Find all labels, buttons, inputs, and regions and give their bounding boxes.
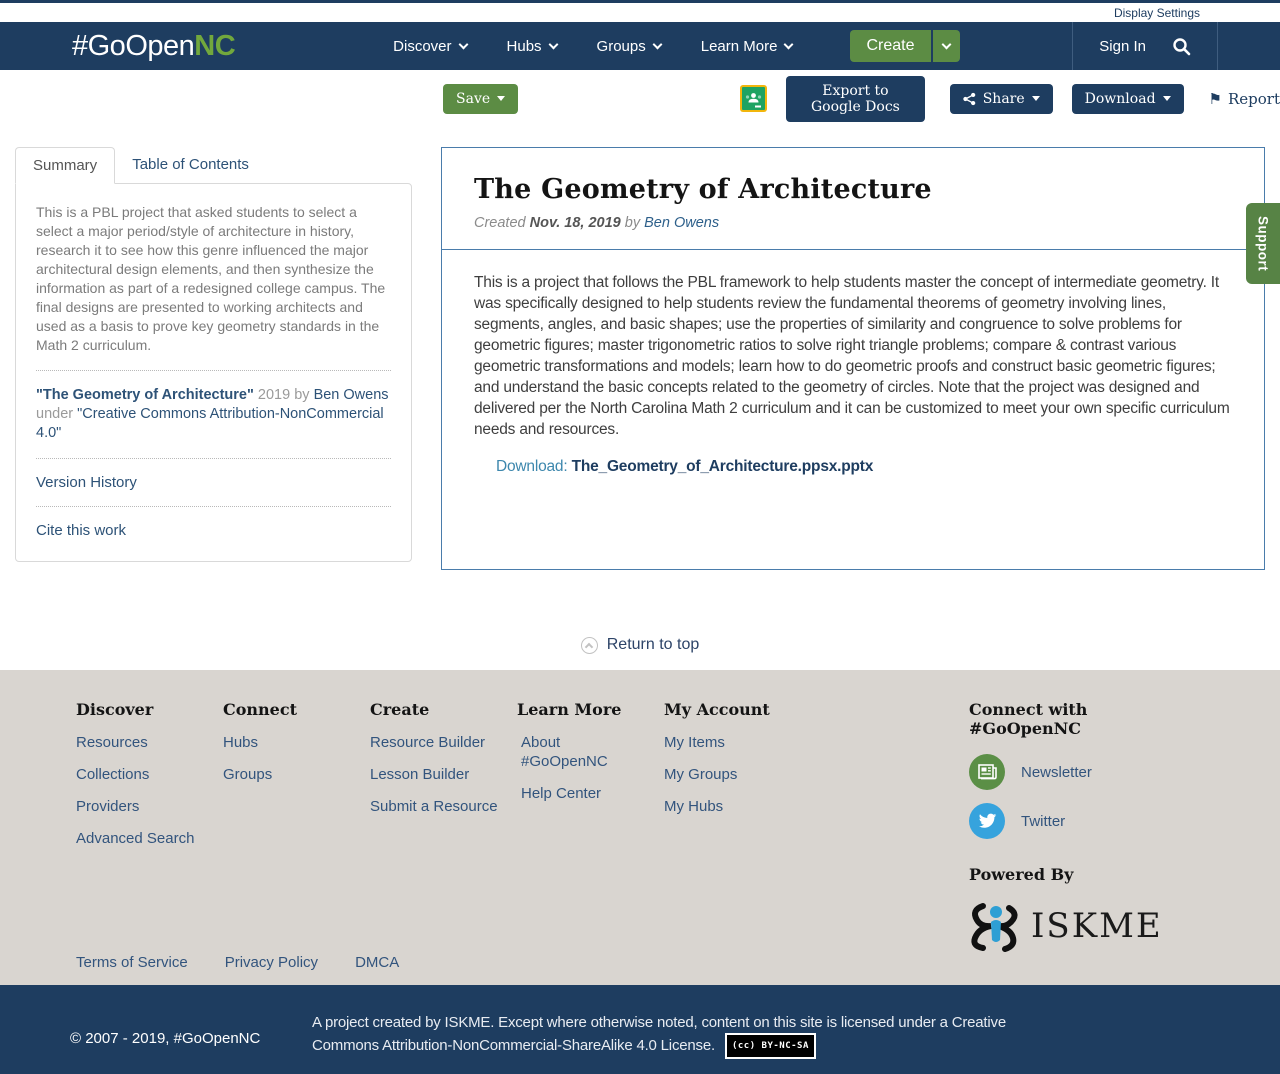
footer-link-about[interactable]: About #GoOpenNC — [521, 734, 608, 770]
footer-link-hubs[interactable]: Hubs — [223, 734, 259, 751]
version-history-link[interactable]: Version History — [36, 474, 137, 491]
resource-body — [442, 250, 1264, 516]
export-google-docs-button[interactable] — [786, 76, 925, 122]
nav-menu-hubs[interactable] — [507, 38, 557, 55]
sidebar-tabs — [15, 147, 412, 183]
tab-summary[interactable]: Summary — [15, 147, 115, 184]
footer-connect-block — [969, 700, 1204, 952]
powered-by-heading: Powered By — [969, 865, 1074, 884]
chevron-down-icon — [548, 39, 558, 49]
attribution-author-link[interactable]: Ben Owens — [313, 387, 389, 403]
created-label: Created — [474, 215, 526, 231]
report-button[interactable] — [1209, 90, 1280, 108]
footer-legal-links — [76, 954, 1204, 971]
caret-down-icon — [1032, 96, 1040, 101]
download-link-label[interactable]: Download: — [496, 458, 568, 475]
newsletter-link[interactable] — [969, 754, 1204, 790]
chevron-down-icon — [652, 39, 662, 49]
bottom-bar — [0, 985, 1280, 1074]
google-classroom-icon — [742, 87, 765, 110]
twitter-label: Twitter — [1021, 812, 1066, 830]
summary-card — [15, 183, 412, 562]
nav-menu-label: Hubs — [506, 37, 542, 55]
create-button[interactable]: Create — [850, 30, 930, 62]
footer-link-my-items[interactable]: My Items — [664, 734, 725, 751]
footer-link-my-hubs[interactable]: My Hubs — [664, 798, 724, 815]
footer-column-discover — [76, 700, 223, 861]
license-text-block — [312, 1013, 1072, 1059]
nav-menu-groups[interactable] — [597, 38, 661, 55]
iskme-logo[interactable] — [969, 900, 1204, 952]
nav-menus — [393, 38, 792, 55]
nav-menu-label: Discover — [393, 37, 452, 55]
footer-link-resource-builder[interactable]: Resource Builder — [370, 734, 486, 751]
tab-table-of-contents[interactable]: Table of Contents — [132, 156, 249, 173]
caret-down-icon — [497, 96, 505, 101]
create-button-group — [850, 30, 959, 62]
license-text: A project created by ISKME. Except where otherwise noted, content on this site is licensed under a Creative Commons Attribution-NonCommercial-ShareAlike 4.0 License. — [312, 1013, 1006, 1054]
divider — [36, 458, 391, 459]
return-to-top-label: Return to top — [606, 636, 700, 653]
search-icon — [1172, 37, 1191, 56]
report-label: Report — [1227, 89, 1280, 108]
display-settings-link[interactable]: Display Settings — [1113, 5, 1200, 20]
footer-column-learn-more — [517, 700, 664, 816]
nav-menu-label: Learn More — [700, 37, 778, 55]
attribution-title-link[interactable]: "The Geometry of Architecture" — [36, 387, 254, 403]
footer-link-help-center[interactable]: Help Center — [521, 785, 602, 802]
nav-menu-discover[interactable] — [393, 38, 466, 55]
page-title: The Geometry of Architecture — [474, 174, 932, 205]
save-label: Save — [456, 90, 491, 107]
newsletter-icon — [969, 754, 1005, 790]
footer-link-advanced-search[interactable]: Advanced Search — [76, 830, 195, 847]
chevron-up-circle-icon — [581, 637, 598, 654]
create-dropdown-button[interactable] — [933, 30, 960, 62]
content-area — [0, 127, 1280, 620]
attribution-license-link[interactable]: "Creative Commons Attribution-NonCommercial 4.0" — [36, 406, 384, 441]
footer-link-lesson-builder[interactable]: Lesson Builder — [370, 766, 470, 783]
summary-sidebar — [15, 147, 412, 562]
google-classroom-button[interactable] — [740, 85, 767, 112]
footer-column-connect — [223, 700, 370, 797]
site-footer — [0, 670, 1280, 985]
logo-suffix: NC — [194, 29, 236, 62]
dmca-link[interactable]: DMCA — [355, 954, 400, 971]
summary-text: This is a PBL project that asked students to select a select a major period/style of architecture in history, research it to see how this genre influenced the major architectural design elements, and then synthesize the information as part of a redesigned college campus. The final designs are presented to working architects and used as a basis to prove key geometry standards in the Math 2 curriculum. — [36, 204, 386, 353]
nav-menu-label: Groups — [596, 37, 646, 55]
created-date: Nov. 18, 2019 — [529, 215, 621, 231]
search-button[interactable] — [1170, 37, 1217, 56]
footer-link-collections[interactable]: Collections — [76, 766, 150, 783]
support-tab[interactable] — [1246, 203, 1280, 284]
footer-link-my-groups[interactable]: My Groups — [664, 766, 738, 783]
save-button[interactable] — [443, 84, 518, 114]
return-to-top-button[interactable] — [0, 620, 1280, 670]
share-icon — [963, 92, 976, 106]
share-button[interactable] — [950, 84, 1053, 114]
chevron-down-icon — [458, 39, 468, 49]
footer-column-create — [370, 700, 517, 829]
attribution-by: by — [294, 387, 310, 403]
iskme-figure-icon — [969, 900, 1027, 952]
download-line — [474, 458, 1232, 476]
footer-heading: Learn More — [517, 700, 622, 719]
footer-column-my-account — [664, 700, 811, 829]
caret-down-icon — [1163, 96, 1171, 101]
download-label: Download — [1084, 90, 1156, 107]
top-strip — [0, 0, 1280, 22]
navbar-end-pad — [1218, 22, 1280, 70]
footer-heading: Connect — [223, 700, 297, 719]
terms-of-service-link[interactable]: Terms of Service — [76, 954, 188, 971]
footer-link-groups[interactable]: Groups — [223, 766, 273, 783]
footer-link-resources[interactable]: Resources — [76, 734, 148, 751]
iskme-wordmark: ISKME — [1031, 906, 1163, 946]
footer-link-submit-resource[interactable]: Submit a Resource — [370, 798, 498, 815]
footer-connect-heading: Connect with #GoOpenNC — [969, 700, 1088, 738]
share-label: Share — [982, 90, 1025, 107]
created-line — [474, 215, 1232, 231]
resource-toolbar — [0, 70, 1280, 127]
download-file-link[interactable]: The_Geometry_of_Architecture.ppsx.pptx — [571, 458, 874, 475]
navbar-right — [1072, 22, 1280, 70]
attribution-under: under — [36, 406, 74, 422]
chevron-down-icon — [784, 39, 794, 49]
site-logo[interactable] — [72, 30, 235, 63]
resource-description: This is a project that follows the PBL framework to help students master the concept of intermediate geometry. It was specifically designed to help students review the fundamental theorems of geometry involving lines, segments, angles, and basic shapes; use the properties of similarity and congruence to solve problems for geometric figures; master trigonometric ratios to solve right triangle problems; compare & contrast various geometric transformations and models; learn how to do geometric proofs and construct basic geometric figures; and understand the basic concepts related to the geometry of circles. Note that the project was designed and delivered per the North Carolina Math 2 curriculum and it can be customized to meet your own specific curriculum needs and resources. — [474, 274, 1230, 438]
footer-link-providers[interactable]: Providers — [76, 798, 140, 815]
divider — [36, 370, 391, 371]
resource-panel — [441, 147, 1265, 570]
support-label: Support — [1255, 215, 1271, 272]
footer-heading: Discover — [76, 700, 154, 719]
main-navbar — [0, 22, 1280, 70]
nav-menu-learn-more[interactable] — [701, 38, 793, 55]
divider — [36, 506, 391, 507]
resource-header — [442, 148, 1264, 249]
footer-heading: Create — [370, 700, 430, 719]
sign-in-link[interactable]: Sign In — [1099, 37, 1146, 55]
newsletter-label: Newsletter — [1021, 763, 1092, 781]
cc-by-nc-sa-badge[interactable]: (cc) BY-NC-SA — [725, 1033, 816, 1059]
chevron-down-icon — [941, 39, 951, 49]
footer-columns — [76, 700, 1204, 952]
author-link[interactable]: Ben Owens — [644, 215, 720, 231]
copyright-text: © 2007 - 2019, #GoOpenNC — [70, 1030, 261, 1047]
attribution-text — [36, 386, 391, 443]
twitter-icon — [969, 803, 1005, 839]
twitter-link[interactable] — [969, 803, 1204, 839]
attribution-year: 2019 — [257, 387, 291, 403]
flag-icon: ⚑ — [1208, 89, 1222, 108]
footer-heading: My Account — [664, 700, 770, 719]
powered-by-block — [969, 865, 1204, 952]
export-label: Export to Google Docs — [810, 82, 900, 115]
privacy-policy-link[interactable]: Privacy Policy — [224, 954, 319, 971]
cite-this-work-link[interactable]: Cite this work — [36, 522, 127, 539]
created-by: by — [624, 215, 641, 231]
download-button[interactable] — [1072, 84, 1184, 114]
logo-prefix: #GoOpen — [72, 29, 195, 62]
